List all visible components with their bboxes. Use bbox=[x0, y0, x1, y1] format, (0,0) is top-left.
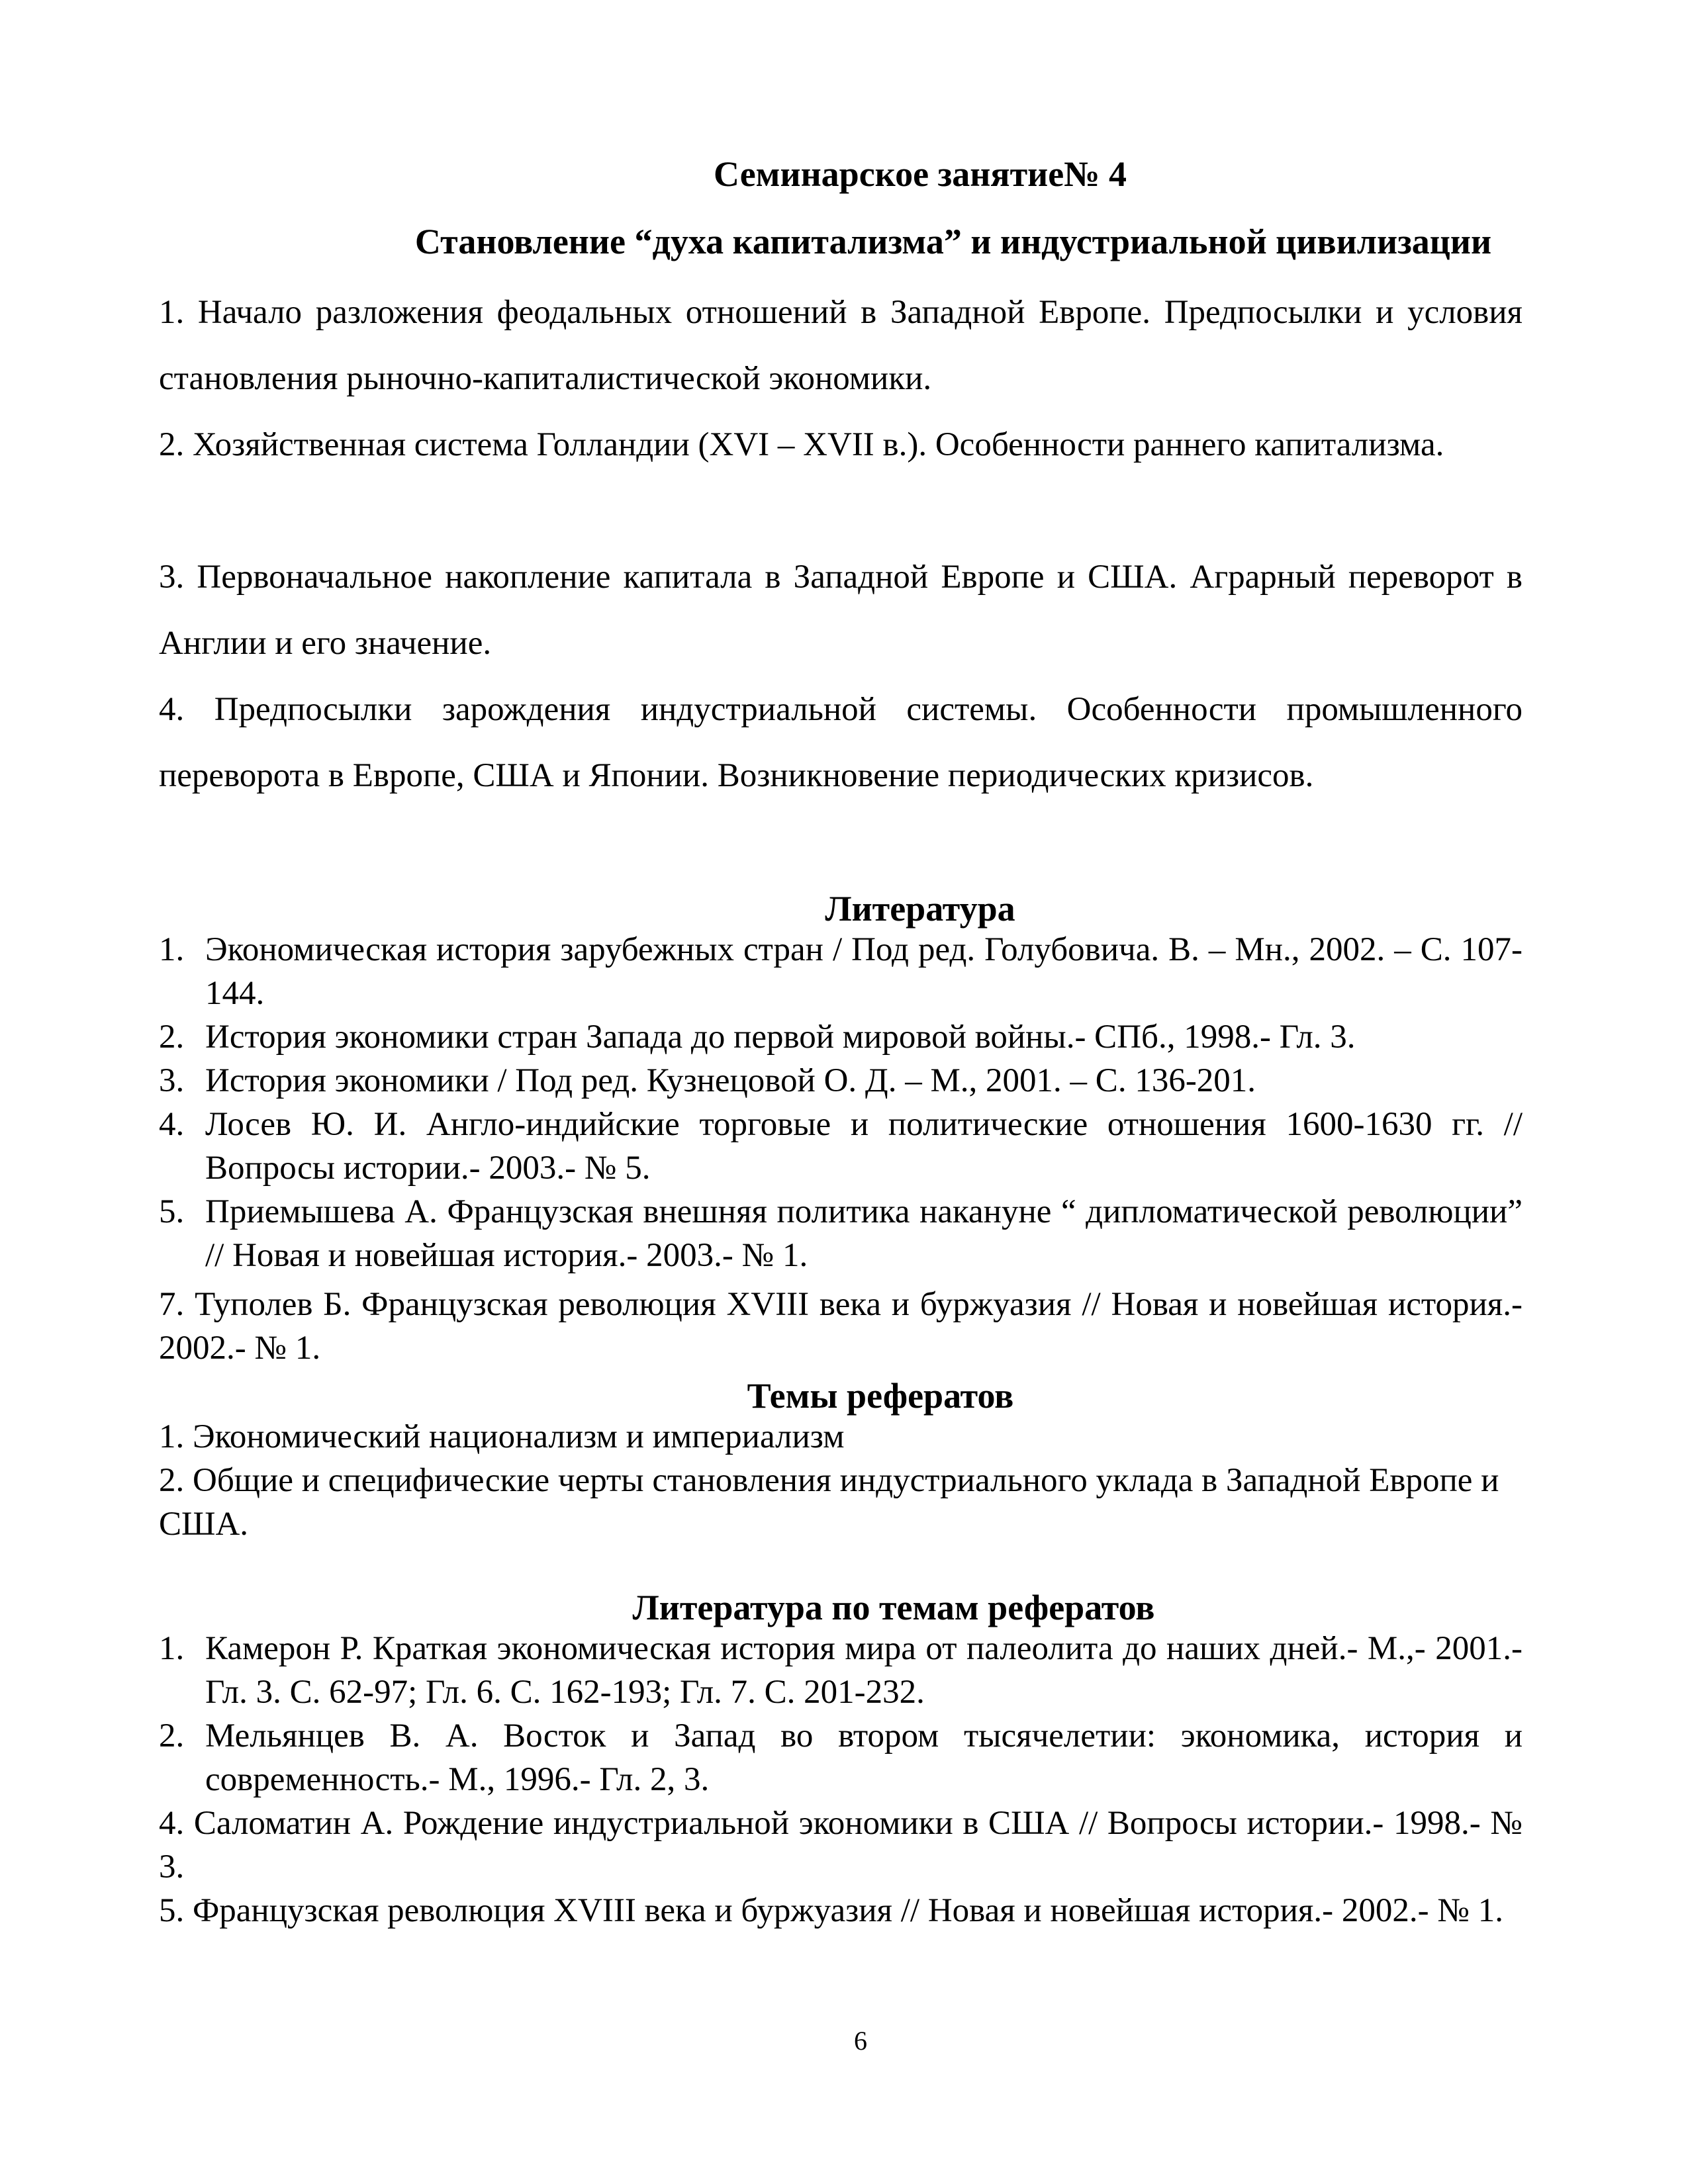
topic-item: 1. Экономический национализм и империализм bbox=[159, 1418, 845, 1455]
seminar-subtitle-text: Становление “духа капитализма” и индустриальной цивилизации bbox=[414, 222, 1492, 261]
topic-literature-item-4: 4. Саломатин А. Рождение индустриальной экономики в США // Вопросы истории.- 1998.- № 3. bbox=[159, 1805, 1523, 1886]
literature-item-number: 3. bbox=[159, 1062, 185, 1099]
literature-item bbox=[159, 1103, 1523, 1190]
literature-item bbox=[159, 1190, 1523, 1277]
topic-literature-item-number: 2. bbox=[159, 1717, 185, 1754]
literature-item-number: 1. bbox=[159, 931, 185, 968]
literature-item-text: Экономическая история зарубежных стран / Под ред. Голубовича. В. – Мн., 2002. – С. 107-144. bbox=[205, 931, 1523, 1012]
topic-literature-heading-text: Литература по темам рефератов bbox=[632, 1588, 1155, 1627]
topic-item: 2. Общие и специфические черты становления индустриального уклада в Западной Европе и США. bbox=[159, 1462, 1499, 1543]
page-number bbox=[159, 2025, 1523, 2056]
literature-item-text: Лосев Ю. И. Англо-индийские торговые и политические отношения 1600-1630 гг. // Вопросы истории.- 2003.- № 5. bbox=[205, 1106, 1523, 1187]
topic-literature-item bbox=[159, 1627, 1523, 1714]
page-number-text: 6 bbox=[854, 2026, 867, 2056]
seminar-subtitle bbox=[159, 218, 1523, 265]
literature-item-text: История экономики стран Запада до первой мировой войны.- СПб., 1998.- Гл. 3. bbox=[205, 1019, 1356, 1056]
literature-item-text: Приемышева А. Французская внешняя политика накануне “ дипломатической революции” // Новая и новейшая история.- 2003.- № 1. bbox=[205, 1193, 1523, 1274]
topic-literature-list bbox=[159, 1627, 1523, 1801]
literature-item bbox=[159, 928, 1523, 1015]
topic-literature-item-text: Мельянцев В. А. Восток и Запад во втором тысячелетии: экономика, история и современность.- М., 1996.- Гл. 2, 3. bbox=[205, 1717, 1523, 1798]
literature-item-number: 2. bbox=[159, 1019, 185, 1056]
topic-literature-item-5: 5. Французская революция XVIII века и буржуазия // Новая и новейшая история.- 2002.- № 1. bbox=[159, 1892, 1504, 1929]
literature-item bbox=[159, 1059, 1523, 1103]
topic-literature-item-text: Камерон Р. Краткая экономическая история мира от палеолита до наших дней.- М.,- 2001.- Гл. 3. С. 62-97; Гл. 6. С. 162-193; Гл. 7. С. 201-232. bbox=[205, 1630, 1523, 1711]
topics-list bbox=[159, 1415, 1523, 1546]
question-1: 1. Начало разложения феодальных отношений в Западной Европе. Предпосылки и условия становления рыночно-капиталистической экономики. bbox=[159, 294, 1523, 397]
literature-item-number: 5. bbox=[159, 1193, 185, 1230]
topic-literature-item-number: 1. bbox=[159, 1630, 185, 1667]
literature-item-7: 7. Туполев Б. Французская революция XVIII века и буржуазия // Новая и новейшая история.- 2002.- № 1. bbox=[159, 1286, 1523, 1367]
literature-item-number: 4. bbox=[159, 1106, 185, 1143]
literature-heading-text: Литература bbox=[825, 889, 1015, 929]
literature-heading bbox=[159, 886, 1523, 932]
literature-item bbox=[159, 1015, 1523, 1059]
topic-literature-item bbox=[159, 1714, 1523, 1801]
question-3: 3. Первоначальное накопление капитала в Западной Европе и США. Аграрный переворот в Англии и его значение. bbox=[159, 559, 1523, 662]
topics-heading bbox=[159, 1373, 1523, 1419]
topic-literature-heading bbox=[159, 1584, 1523, 1631]
question-2: 2. Хозяйственная система Голландии (XVI – XVII в.). Особенности раннего капитализма. bbox=[159, 426, 1444, 463]
seminar-title bbox=[159, 151, 1523, 197]
seminar-title-text: Семинарское занятие№ 4 bbox=[714, 154, 1127, 194]
topics-heading-text: Темы рефератов bbox=[747, 1376, 1014, 1416]
question-4: 4. Предпосылки зарождения индустриальной системы. Особенности промышленного переворота в Европе, США и Японии. Возникновение периодических кризисов. bbox=[159, 691, 1523, 794]
literature-item-text: История экономики / Под ред. Кузнецовой О. Д. – М., 2001. – С. 136-201. bbox=[205, 1062, 1256, 1099]
literature-list bbox=[159, 928, 1523, 1277]
